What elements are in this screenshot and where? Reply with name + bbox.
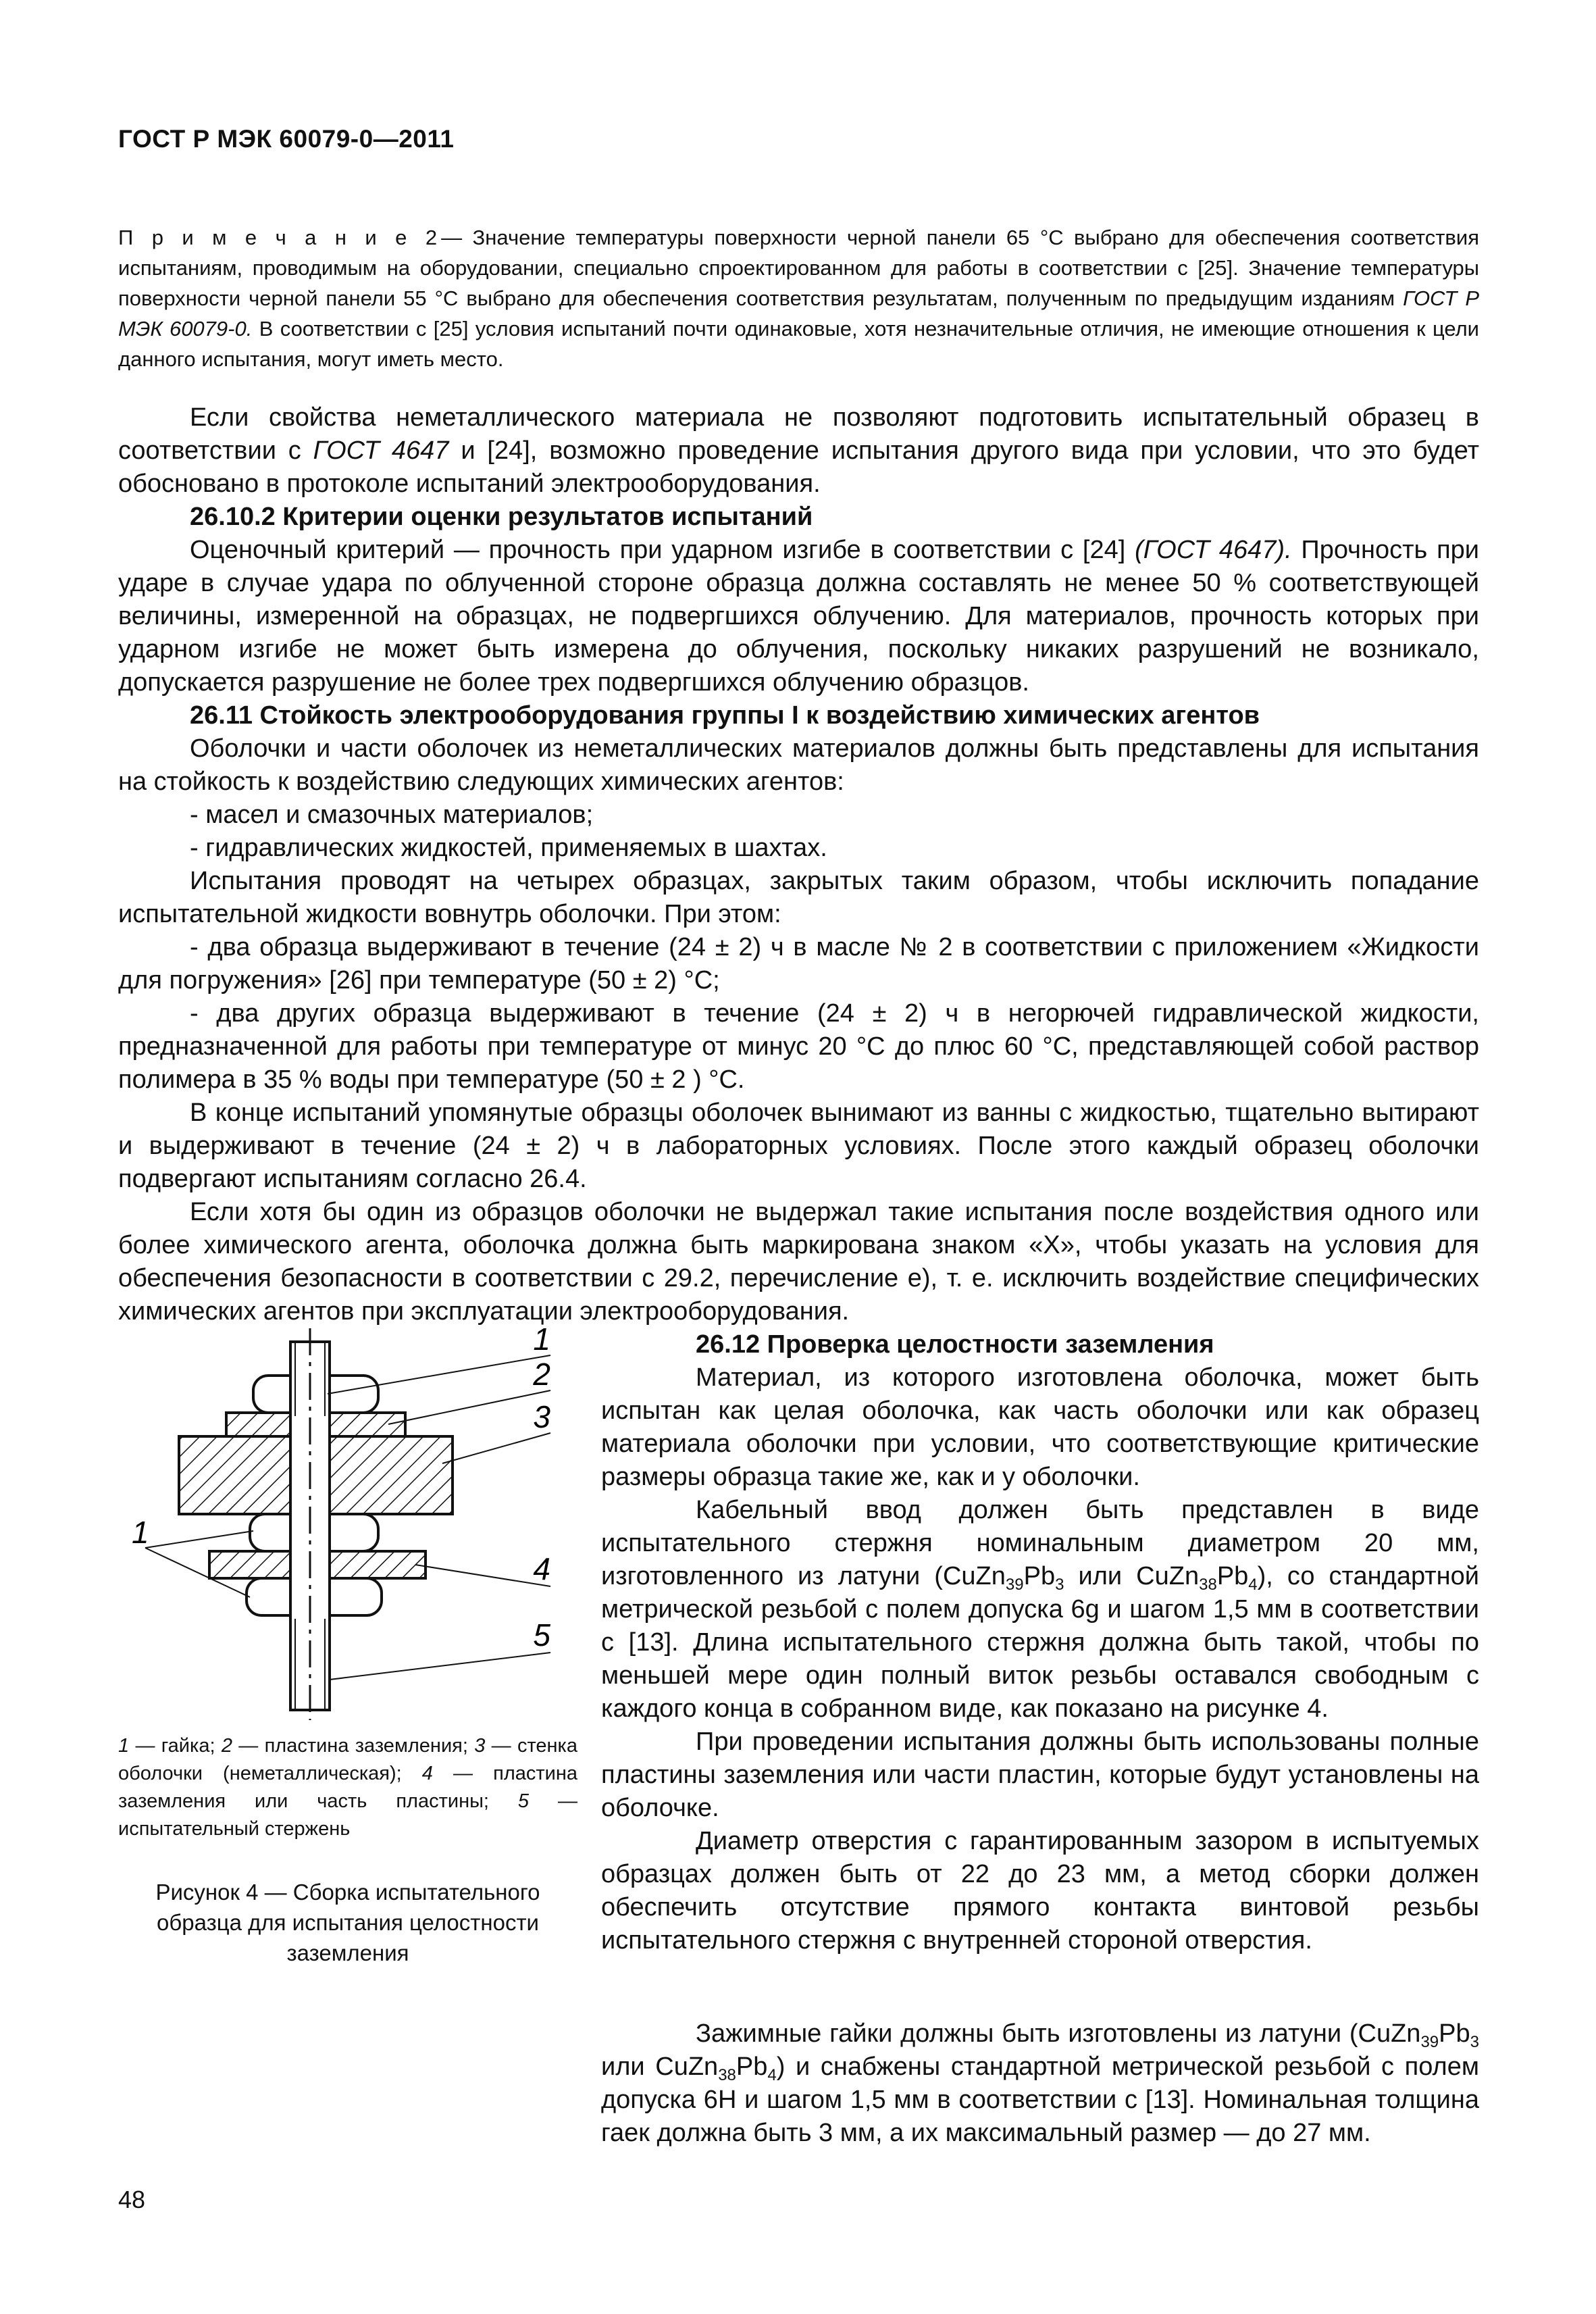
- subscript: 4: [767, 2066, 777, 2084]
- paragraph: В конце испытаний упомянутые образцы оболочек вынимают из ванны с жидкостью, тщательно вытирают и выдерживают в течение (24 ± 2) ч в лабораторных условиях. После этого каждый образец оболочки подвергают испытаниям согласно 26.4.: [118, 1099, 1479, 1193]
- legend-num: 1: [118, 1735, 130, 1757]
- text-run: Кабельный ввод должен быть представлен в виде испытательного стержня номинальным диаметром 20 мм, изготовленного из латуни (CuZn: [601, 1496, 1479, 1590]
- document-header: ГОСТ Р МЭК 60079-0—2011: [118, 125, 455, 153]
- text-run: и [24], возможно проведение испытания другого вида при условии, что это будет обосновано в протоколе испытаний электрооборудования.: [118, 436, 1480, 498]
- main-text: [118, 401, 1479, 2150]
- text-run: Pb: [1216, 1562, 1249, 1590]
- italic-ref: (ГОСТ 4647).: [1135, 536, 1292, 564]
- legend-num: 4: [421, 1763, 433, 1784]
- note-italic-ref: ГОСТ Р МЭК 60079-0.: [118, 286, 1480, 341]
- text-run: Pb: [736, 2053, 768, 2081]
- figure-and-text: [118, 1328, 1479, 2024]
- assembly-drawing: [118, 1328, 577, 1720]
- label-5: 5: [533, 1617, 550, 1653]
- subscript: 3: [1470, 2033, 1479, 2051]
- legend-text: — стенка оболочки (неметаллическая);: [118, 1735, 577, 1784]
- figure-4: [118, 1328, 577, 2024]
- paragraph: Испытания проводят на четырех образцах, закрытых таким образом, чтобы исключить попадание испытательной жидкости вовнутрь оболочки. При этом:: [118, 867, 1479, 928]
- subscript: 39: [1005, 1576, 1024, 1594]
- text-run: или CuZn: [1064, 1562, 1200, 1590]
- paragraph: Оболочки и части оболочек из неметаллических материалов должны быть представлены для испытания на стойкость к воздействию следующих химических агентов:: [118, 734, 1479, 796]
- note-paragraph: [118, 222, 1479, 374]
- label-4: 4: [533, 1551, 550, 1586]
- text-run: Оценочный критерий — прочность при ударном изгибе в соответствии с [24]: [190, 536, 1135, 564]
- note-prefix: П р и м е ч а н и е 2: [118, 226, 442, 249]
- paragraph: [118, 534, 1479, 699]
- text-run: Pb: [1439, 2019, 1470, 2048]
- label-1-left: 1: [132, 1515, 149, 1550]
- paragraph: Материал, из которого изготовлена оболочка, может быть испытан как целая оболочка, как часть оболочки или как образец материала оболочки при условии, что соответствующие критические размеры образца такие же, как и у оболочки.: [601, 1363, 1479, 1491]
- italic-ref: ГОСТ 4647: [313, 436, 449, 465]
- label-3: 3: [533, 1399, 550, 1434]
- section-heading: 26.12 Проверка целостности заземления: [696, 1330, 1214, 1359]
- text-run: Зажимные гайки должны быть изготовлены из латуни (CuZn: [696, 2019, 1421, 2048]
- list-item: - масел и смазочных материалов;: [190, 801, 594, 829]
- note-text-b: В соответствии с [25] условия испытаний почти одинаковые, хотя незначительные отличия, не имеющие отношения к цели данного испытания, могут иметь место.: [118, 317, 1479, 371]
- page: [118, 125, 1479, 2246]
- section-heading: 26.11 Стойкость электрооборудования группы I к воздействию химических агентов: [190, 701, 1260, 730]
- label-1-top: 1: [533, 1328, 550, 1357]
- legend-text: — пластина заземления или часть пластины;: [118, 1763, 578, 1812]
- page-number: 48: [118, 2186, 146, 2213]
- legend-num: 5: [517, 1790, 530, 1812]
- text-run: или CuZn: [601, 2053, 719, 2081]
- figure-legend: [118, 1732, 577, 1843]
- paragraph: При проведении испытания должны быть использованы полные пластины заземления или части пластин, которые будут установлены на оболочке.: [601, 1728, 1479, 1822]
- note-text-a: — Значение температуры поверхности черной панели 65 °С выбрано для обеспечения соответствия испытаниям, проводимым на оборудовании, специально спроектированном для работы в соответствии с [25]. Значение температуры поверхности черной панели 55 °С выбрано для обеспечения соответствия результатам, полученным по предыдущим изданиям: [118, 226, 1479, 310]
- paragraph: [118, 401, 1479, 501]
- paragraph-wide: [601, 2017, 1479, 2150]
- legend-num: 2: [221, 1735, 232, 1757]
- legend-text: — пластина заземления;: [232, 1735, 475, 1757]
- subscript: 38: [718, 2066, 736, 2084]
- subscript: 38: [1199, 1576, 1217, 1594]
- text-run: Прочность при ударе в случае удара по облученной стороне образца должна составлять не менее 50 % соответствующей величины, измеренной на образцах, не подвергшихся облучению. Для материалов, прочность которых при ударном изгибе не может быть измерена до облучения, поскольку никаких разрушений не возникало, допускается разрушение не более трех подвергшихся облучению образцов.: [118, 536, 1480, 697]
- subscript: 39: [1420, 2033, 1439, 2051]
- legend-text: — гайка;: [129, 1735, 222, 1757]
- subscript: 4: [1248, 1576, 1258, 1594]
- paragraph: Диаметр отверстия с гарантированным зазором в испытуемых образцах должен быть от 22 до 23 мм, а метод сборки должен обеспечить отсутствие прямого контакта винтовой резьбы испытательного стержня с внутренней стороной отверстия.: [601, 1827, 1479, 1955]
- list-item: - гидравлических жидкостей, применяемых в шахтах.: [190, 834, 827, 862]
- figure-title: Рисунок 4 — Сборка испытательного образца для испытания целостности заземления: [155, 1880, 540, 1965]
- text-run: Если свойства неметаллического материала не позволяют подготовить испытательный образец в соответствии с: [118, 403, 1479, 465]
- paragraph: Если хотя бы один из образцов оболочки не выдержал такие испытания после воздействия одного или более химического агента, оболочка должна быть маркирована знаком «X», чтобы указать на условия для обеспечения безопасности в соответствии с 29.2, перечисление е), т. е. исключить воздействие специфических химических агентов при эксплуатации электрооборудования.: [118, 1198, 1479, 1326]
- label-2: 2: [533, 1357, 550, 1392]
- text-run: Pb: [1023, 1562, 1056, 1590]
- paragraph: [601, 1494, 1479, 1726]
- text-run: ) и снабжены стандартной метрической резьбой с полем допуска 6H и шагом 1,5 мм в соответствии с [13]. Номинальная толщина гаек должна быть 3 мм, а их максимальный размер — до 27 мм.: [601, 2053, 1479, 2147]
- text-run: ), со стандартной метрической резьбой с полем допуска 6g и шагом 1,5 мм в соответствии с [13]. Длина испытательного стержня должна быть такой, чтобы по меньшей мере один полный виток резьбы оставался свободным с каждого конца в собранном виде, как показано на рисунке 4.: [601, 1562, 1479, 1723]
- list-item: - два образца выдерживают в течение (24 ± 2) ч в масле № 2 в соответствии с приложением «Жидкости для погружения» [26] при температуре (50 ± 2) °С;: [118, 933, 1479, 995]
- legend-num: 3: [474, 1735, 486, 1757]
- list-item: - два других образца выдерживают в течение (24 ± 2) ч в негорючей гидравлической жидкости, предназначенной для работы при температуре от минус 20 °С до плюс 60 °С, представляющей собой раствор полимера в 35 % воды при температуре (50 ± 2 ) °С.: [118, 999, 1479, 1094]
- legend-text: — испытательный стержень: [118, 1790, 577, 1840]
- section-heading: 26.10.2 Критерии оценки результатов испытаний: [190, 503, 813, 531]
- right-column: [601, 1328, 1479, 1957]
- subscript: 3: [1055, 1576, 1064, 1594]
